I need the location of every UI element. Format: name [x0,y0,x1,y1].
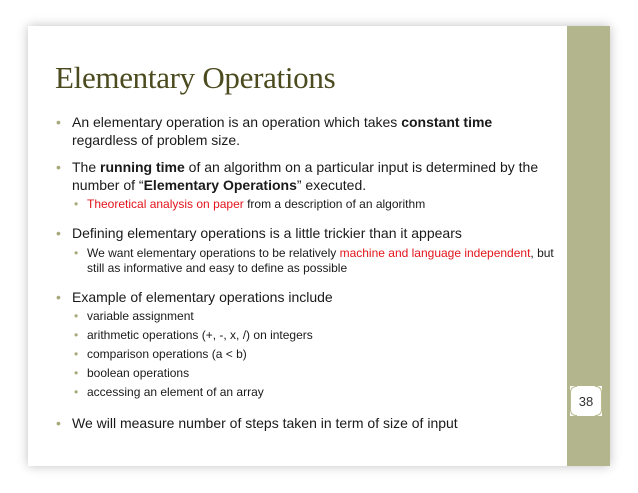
bullet-bold-text: Elementary Operations [143,176,297,193]
bullet-icon: • [56,415,61,431]
bullet-text: regardless of problem size. [72,131,241,148]
bullet-icon: • [56,288,61,305]
bullet-text: The [72,159,101,175]
page-number: 38 [578,393,594,409]
page-number-box [570,386,602,416]
bullet-item [54,114,566,149]
bullet-item [54,225,566,243]
sub-bullet-text: from a description of an algorithm [243,197,426,211]
right-bracket-icon [595,386,602,416]
bullet-icon: • [56,114,61,130]
sub-bullet-item [54,309,566,324]
sub-bullet-item [54,385,566,400]
sub-bullet-icon: • [74,328,79,342]
bullet-text: of an algorithm on a particular input is determined by the number of “ [72,159,539,193]
sub-bullet-item [54,328,566,343]
sub-bullet-icon: • [74,366,79,380]
bullet-text: An elementary operation is an operation which takes [72,114,402,130]
slide-title: Elementary Operations [55,60,336,95]
sub-bullet-text: accessing an element of an array [87,385,264,399]
bullet-text: We will measure number of steps taken in term of size of input [72,415,458,431]
bullet-item [54,289,566,307]
sub-bullet-item [54,197,566,212]
bullet-bold-text: constant time [401,114,493,130]
highlight-text: machine and language independent [339,245,531,260]
sub-bullet-item [54,366,566,381]
highlight-text: Theoretical analysis on paper [87,197,244,211]
slide-body [54,114,566,433]
sub-bullet-text: , but still as informative and easy to define as possible [87,245,554,275]
sub-bullet-icon: • [74,245,79,260]
sub-bullet-text: boolean operations [87,366,190,380]
bullet-text: Defining elementary operations is a little trickier than it appears [72,225,462,241]
sub-bullet-text: comparison operations (a < b) [87,347,247,361]
sub-bullet-icon: • [74,385,79,399]
bullet-icon: • [56,159,61,175]
sub-bullet-icon: • [74,197,79,211]
sub-bullet-text: arithmetic operations (+, -, x, /) on integers [87,328,313,342]
bullet-bold-text: running time [100,159,185,175]
sub-bullet-item [54,246,566,276]
bullet-item [54,415,566,433]
sub-bullet-text: variable assignment [87,309,194,323]
left-bracket-icon [570,386,577,416]
sub-bullet-item [54,347,566,362]
bullet-item [54,159,566,194]
sub-bullet-icon: • [74,309,79,323]
bullet-icon: • [56,225,61,241]
sub-bullet-text: We want elementary operations to be relatively [87,245,340,260]
bullet-text: Example of elementary operations include [72,288,333,305]
sub-bullet-icon: • [74,347,79,361]
bullet-text: ” executed. [296,176,367,193]
slide [28,26,610,466]
